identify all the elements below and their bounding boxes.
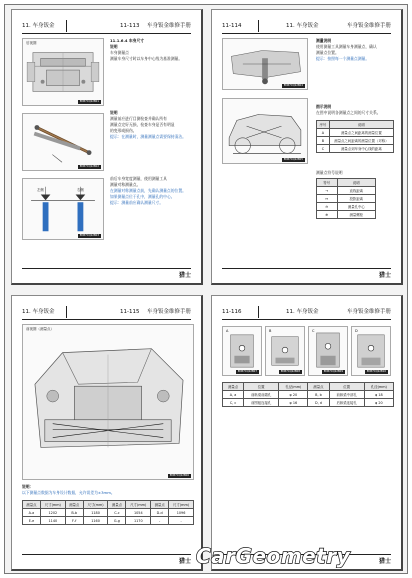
- figure-point-a: A EDB7CQ22B07: [222, 326, 262, 376]
- page-header: [222, 22, 391, 34]
- figure-point-b: B EDB7CQ22B08: [265, 326, 305, 376]
- page-header: [22, 22, 191, 34]
- text-block-2: 说明 测量前应进行目测检查并确认所有 测量点完好无损，检查车身是否有明显 的变形或损伤。 提示：在测量时，测量测量点需要保持清洁。: [110, 110, 186, 139]
- table-row: A-a 1202 B-b 1180 C-c 1054 D-d 1096: [23, 509, 194, 517]
- text-block-1: 11.1.6.4 车身尺寸 说明 车身测量点 测量车身尺寸时以车身中心线为基准测量。: [110, 38, 183, 61]
- header-section: 11. 车身钣金: [286, 309, 319, 315]
- footer-brand: 猎士: [378, 272, 391, 279]
- footer-brand: 猎士: [178, 272, 191, 279]
- header-section: 11. 车身钣金: [22, 23, 55, 29]
- figure-measure-tool: EDB7CQ22B04: [222, 38, 308, 90]
- figure-side-body: EDB7CQ22B05: [222, 98, 308, 164]
- text-block-3: 前后车身宽度测量，使用测量工具 测量对称测量点。 在测量对称测量点前，先确认测量点的位置。 如果测量点位于孔中，测量孔的中心。 提示：测量前应确认测量尺寸。: [110, 176, 186, 205]
- figure-underbody-rear: 后视图 EDB7CQ22B01: [22, 38, 104, 106]
- table-row: ⊖ 测量孔中心: [317, 203, 376, 211]
- document-sheet: [4, 4, 408, 574]
- figure-point-d: D EDB7CQ22B10: [351, 326, 391, 376]
- hole-table: 测量点 位置 孔径(mm) 测量点 位置 孔径(mm) A, a 前纵梁前端孔 φ 20 B, b 前纵梁中部孔 φ 18 C, c 前围板连接孔 φ 16 D, d 后纵梁连接孔 φ 20: [222, 382, 394, 407]
- header-manual: 车身钣金维修手册: [146, 23, 191, 29]
- cargeometry-watermark: [192, 544, 406, 568]
- footer-brand: 猎士: [178, 558, 191, 565]
- figure-front-structure: 前视图（测量点） EDB7CQ22B06: [22, 324, 194, 480]
- svg-text:CarGeometry: CarGeometry: [196, 544, 351, 568]
- manual-page-113: [11, 9, 203, 285]
- figure-beam-measure: EDB7CQ22B02: [22, 113, 104, 171]
- legend-table: 序号 说明 A 测量点之间距离的测量位置 B 测量点之间距离的测量位置（对称） C 测量点到车身中心线的距离: [316, 120, 394, 153]
- page-header: [22, 308, 191, 320]
- manual-page-115: [11, 295, 203, 571]
- manual-page-114: [211, 9, 403, 285]
- table-row: ↔ 投影距离: [317, 195, 376, 203]
- table-row: B 测量点之间距离的测量位置（对称）: [317, 137, 394, 145]
- table-row: C 测量点到车身中心线的距离: [317, 145, 394, 153]
- note-block: 说明： 以下测量点数据为车身设计数据，允许误差为±3mm。: [22, 484, 115, 495]
- page-number: 11-116: [222, 309, 242, 315]
- symbol-table-caption: 测量点符号说明: [316, 170, 343, 175]
- header-manual: 车身钣金维修手册: [346, 309, 391, 315]
- table-row: E-e 1140 F-f 1160 G-g 1170 - -: [23, 517, 194, 525]
- table-row: C, c 前围板连接孔 φ 16 D, d 后纵梁连接孔 φ 20: [223, 399, 394, 407]
- table-row: → 直线距离: [317, 187, 376, 195]
- table-row: A 测量点之间距离的测量位置: [317, 129, 394, 137]
- text-block-5: 图示说明 在图中说明各测量点之间的尺寸关系。: [316, 104, 381, 115]
- page-number: 11-114: [222, 23, 242, 29]
- header-manual: 车身钣金维修手册: [146, 309, 191, 315]
- header-section: 11. 车身钣金: [286, 23, 319, 29]
- manual-page-116: [211, 295, 403, 571]
- label-right: 右侧: [77, 188, 84, 192]
- table-row: A, a 前纵梁前端孔 φ 20 B, b 前纵梁中部孔 φ 18: [223, 391, 394, 399]
- figure-pin-gauge: 左侧 右侧 EDB7CQ22B03: [22, 178, 104, 240]
- page-number: 11-113: [120, 23, 140, 29]
- header-section: 11. 车身钣金: [22, 309, 55, 315]
- symbol-table: 符号 说明 → 直线距离 ↔ 投影距离 ⊖ 测量孔中心 ⊕ 测量螺栓: [316, 178, 376, 219]
- page-number: 11-115: [120, 309, 140, 315]
- header-manual: 车身钣金维修手册: [346, 23, 391, 29]
- footer-brand: 猎士: [378, 558, 391, 565]
- page-header: [222, 308, 391, 320]
- text-block-4: 测量说明 使用测量工具测量车身测量点，确认 测量点位置。 提示：按照每一个测量点测量。: [316, 38, 377, 61]
- dimension-table: 测量点 尺寸(mm) 测量点 尺寸(mm) 测量点 尺寸(mm) 测量点 尺寸(mm) A-a 1202 B-b 1180 C-c 1054 D-d 1096 E-e 1140 F-f 1160 G-g 1170 - -: [22, 500, 194, 525]
- label-left: 左侧: [37, 188, 44, 192]
- figure-point-c: C EDB7CQ22B09: [308, 326, 348, 376]
- table-row: ⊕ 测量螺栓: [317, 211, 376, 219]
